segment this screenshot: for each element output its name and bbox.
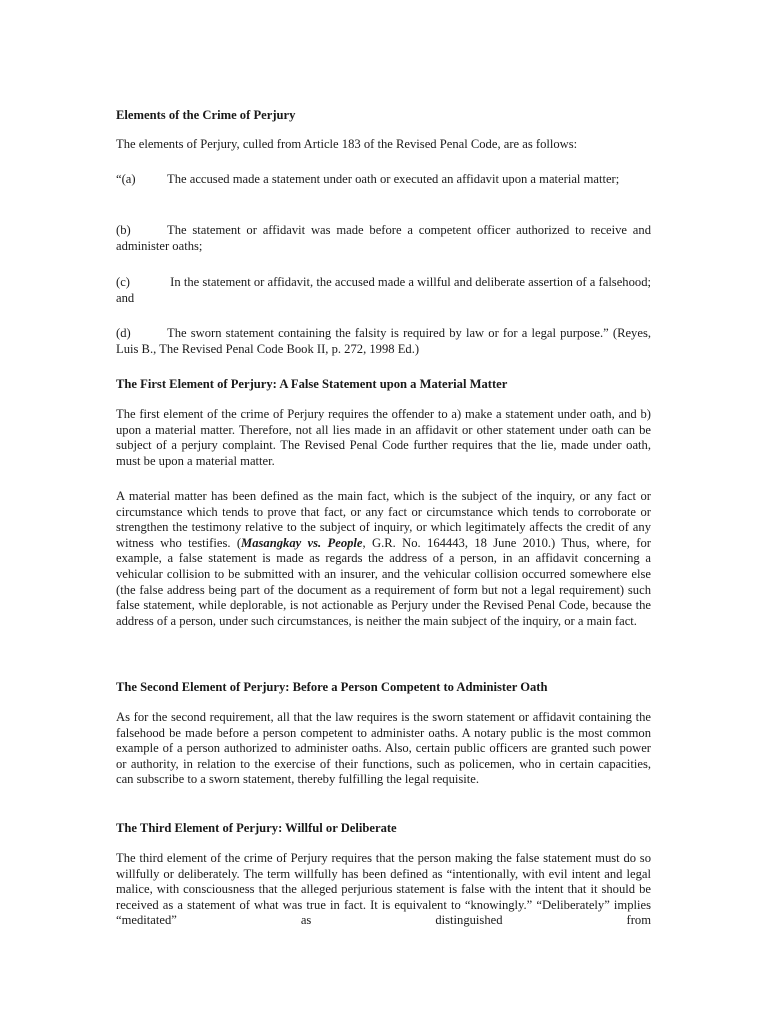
section-heading-third-element: The Third Element of Perjury: Willful or Deliberate bbox=[116, 821, 397, 835]
material-text-before: A material matter has been defined as the main fact, which is the subject of the inquiry, or any fact or circumstance which tends to prove that fact, or any fact or circumstance which tends to corroborate or strengthen the testimony relative to the subject of inquiry, or which legitimately affects the credit of any witness who testifies. ( bbox=[116, 489, 651, 550]
element-text: The sworn statement containing the falsity is required by law or for a legal purpose.” (Reyes, Luis B., The Revised Penal Code Book II, p. 272, 1998 Ed.) bbox=[116, 326, 651, 356]
element-item-a bbox=[116, 172, 651, 188]
element-item-c bbox=[116, 275, 651, 306]
material-text-after: , G.R. No. 164443, 18 June 2010.) Thus, where, for example, a false statement is made as regards the address of a person, in an affidavit concerning a vehicular collision to be submitted with an insurer, and the vehicular collision occurred somewhere else (the false address being part of the document as a requirement of form but not a legal requirement) such false statement, while deplorable, is not actionable as Perjury under the Revised Penal Code, because the address of a person, under such circumstances, is neither the main subject of the inquiry, or a main fact. bbox=[116, 535, 651, 628]
second-element-paragraph: As for the second requirement, all that the law requires is the sworn statement or affidavit containing the falsehood be made before a person competent to administer oaths. A notary public is the most common example of a person authorized to administer oaths. Also, certain public officers are granted such power or authority, in relation to the exercise of their functions, such as policemen, who in certain capacities, can subscribe to a sworn statement, thereby fulfilling the legal requisite. bbox=[116, 710, 651, 787]
document-title: Elements of the Crime of Perjury bbox=[116, 108, 296, 122]
element-tag: (d) bbox=[116, 326, 131, 340]
element-item-d bbox=[116, 326, 651, 357]
element-tag: (c) bbox=[116, 275, 130, 289]
element-text: The statement or affidavit was made before a competent officer authorized to receive and administer oaths; bbox=[116, 223, 651, 253]
third-element-paragraph: The third element of the crime of Perjury requires that the person making the false statement must do so willfully or deliberately. The term willfully has been defined as “intentionally, with evil intent and legal malice, with consciousness that the alleged perjurious statement is false with the intent that it should be received as a statement of what was true in fact. It is equivalent to “knowingly.” “Deliberately” implies “meditated” as distinguished from bbox=[116, 851, 651, 928]
element-text: The accused made a statement under oath or executed an affidavit upon a material matter; bbox=[167, 172, 620, 186]
material-matter-paragraph bbox=[116, 489, 651, 629]
intro-paragraph: The elements of Perjury, culled from Article 183 of the Revised Penal Code, are as follows: bbox=[116, 137, 578, 151]
first-element-paragraph: The first element of the crime of Perjury requires the offender to a) make a statement under oath, and b) upon a material matter. Therefore, not all lies made in an affidavit or other statement under oath can be subject of a perjury complaint. The Revised Penal Code further requires that the lie, made under oath, must be upon a material matter. bbox=[116, 407, 651, 468]
element-text: In the statement or affidavit, the accused made a willful and deliberate assertion of a falsehood; and bbox=[116, 275, 651, 305]
element-item-b bbox=[116, 223, 651, 254]
element-tag: (b) bbox=[116, 223, 131, 237]
case-citation: Masangkay vs. People bbox=[241, 535, 363, 550]
element-tag: “(a) bbox=[116, 172, 136, 186]
section-heading-second-element: The Second Element of Perjury: Before a Person Competent to Administer Oath bbox=[116, 680, 548, 694]
section-heading-first-element: The First Element of Perjury: A False Statement upon a Material Matter bbox=[116, 377, 508, 391]
